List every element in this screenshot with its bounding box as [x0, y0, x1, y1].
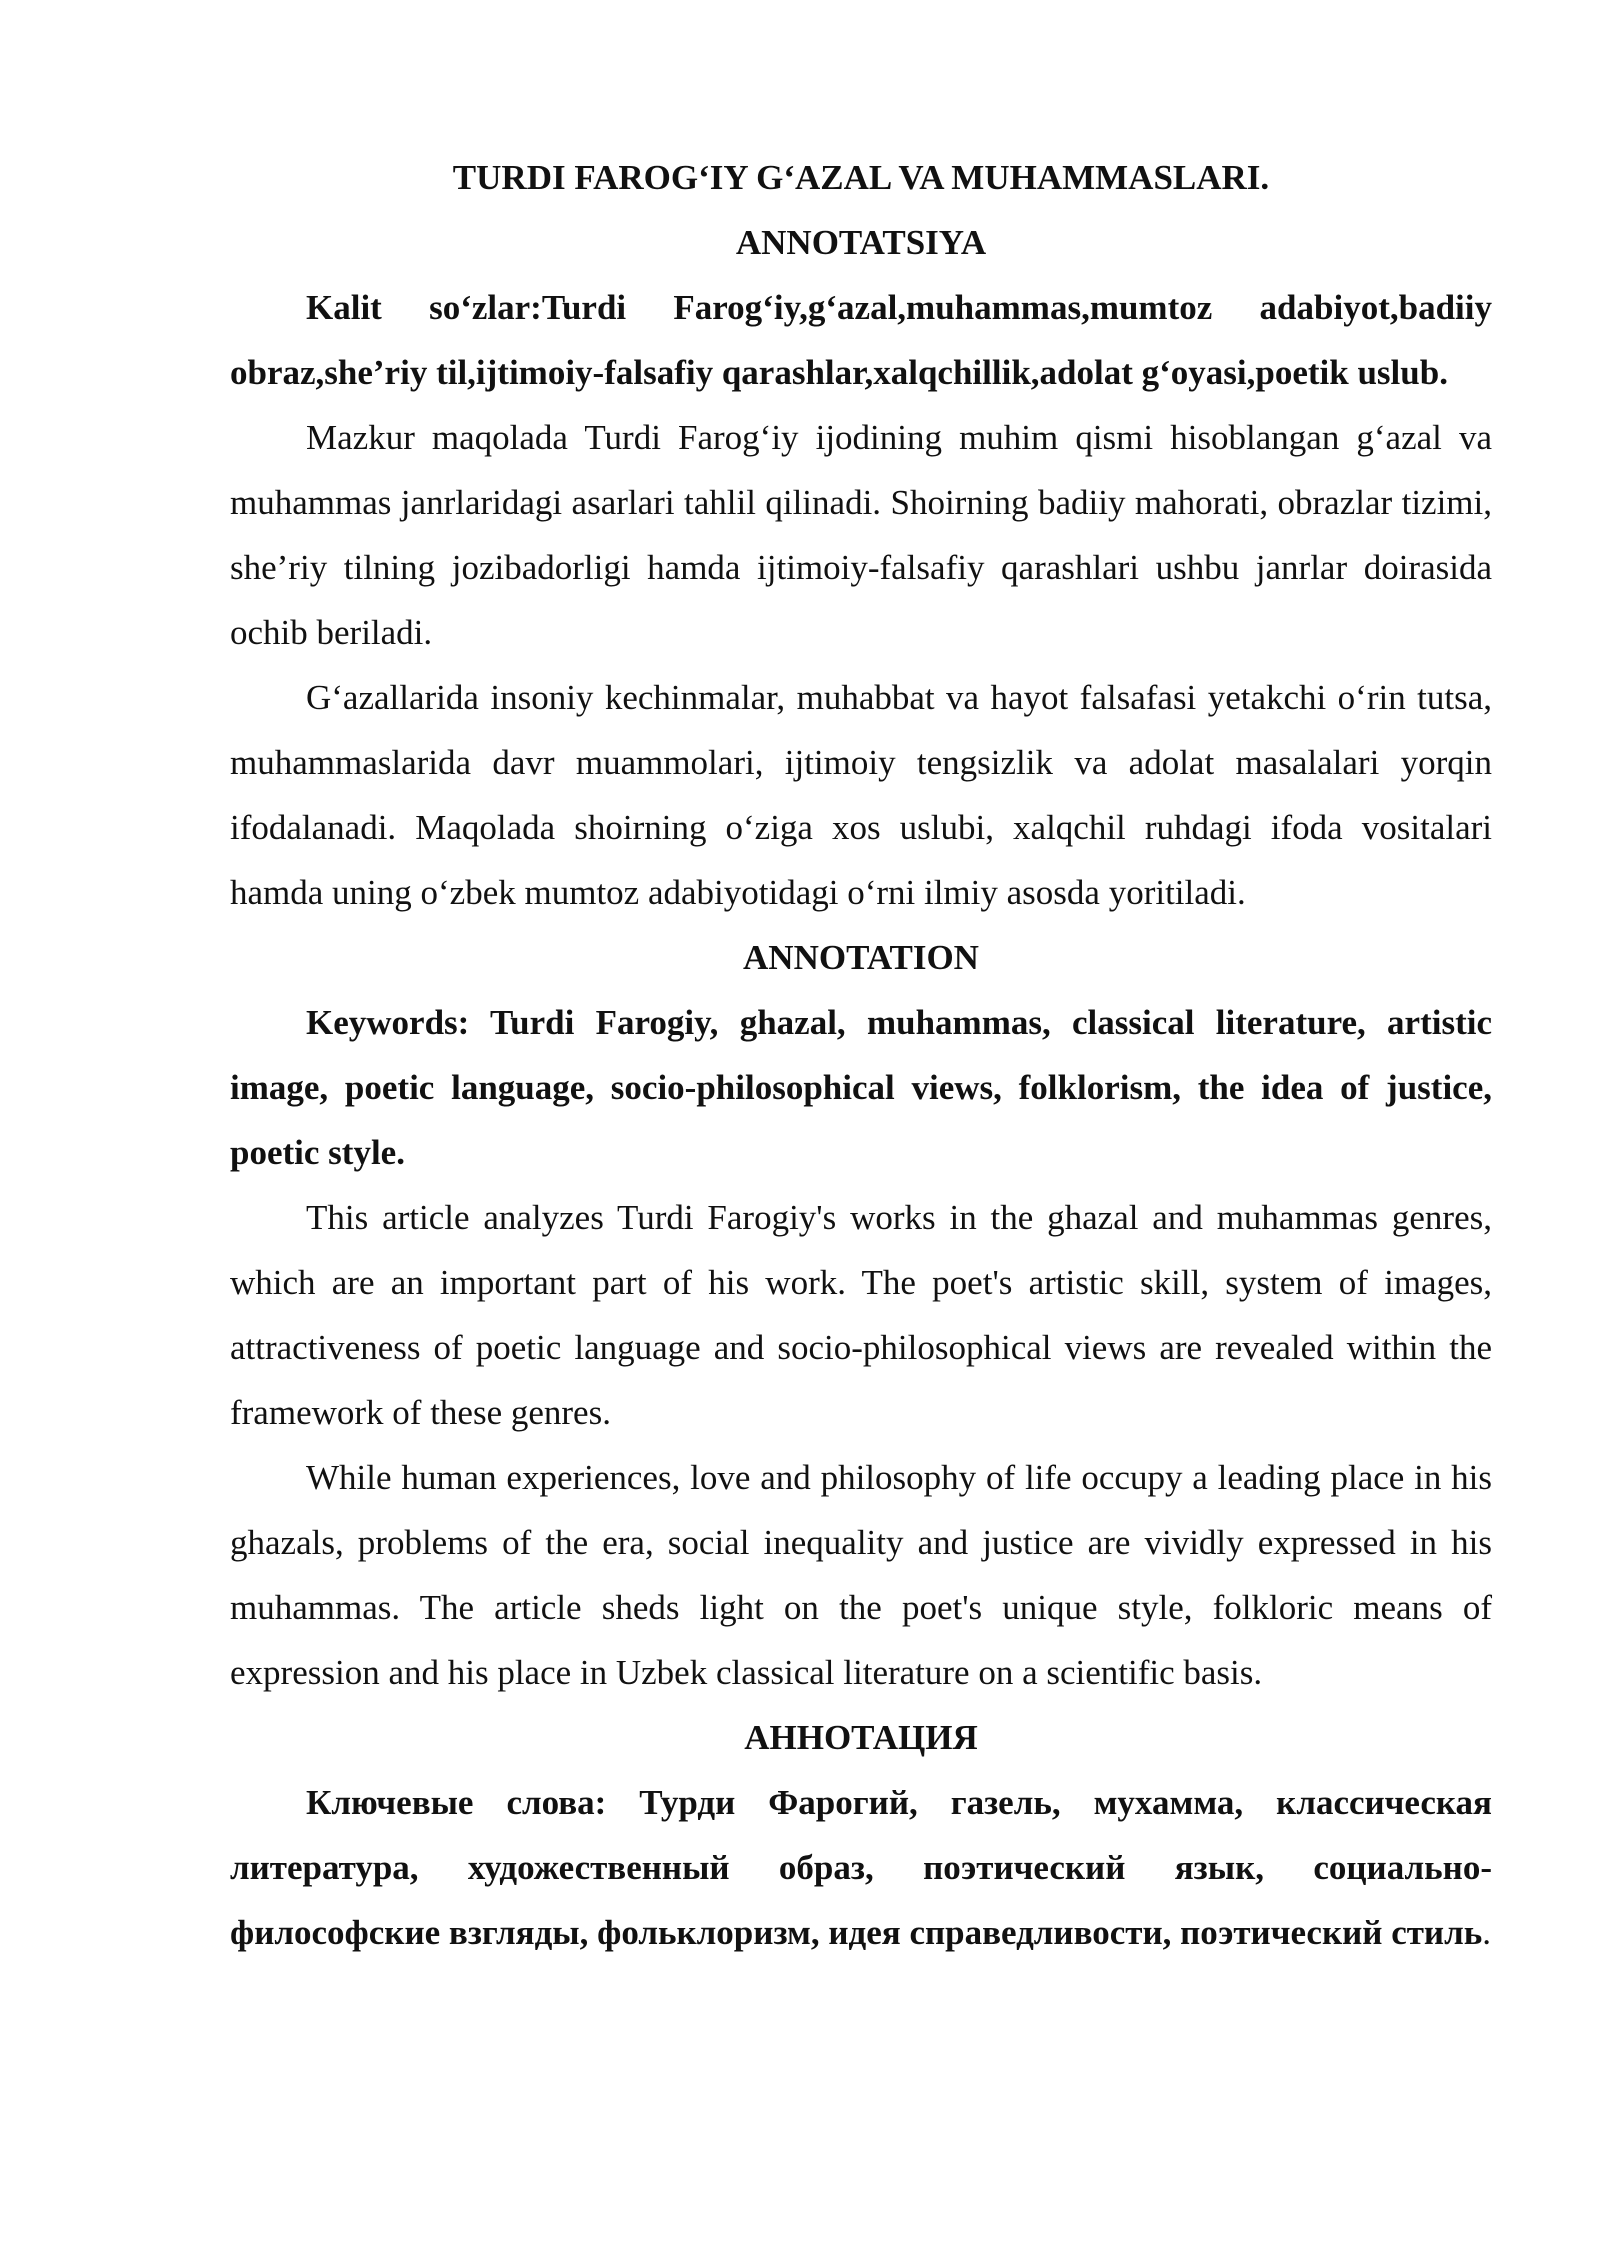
annotation-heading-ru: АННОТАЦИЯ [744, 1718, 978, 1757]
keywords-ru [230, 1770, 1492, 1965]
abstract-uz-paragraph-1: Mazkur maqolada Turdi Farog‘iy ijodining muhim qismi hisoblangan g‘azal va muhammas janrlaridagi asarlari tahlil qilinadi. Shoirning badiiy mahorati, obrazlar tizimi, she’riy tilning jozibadorligi hamda ijtimoiy-falsafiy qarashlari ushbu janrlar doirasida ochib beriladi. [230, 418, 1492, 652]
document-title: TURDI FAROG‘IY G‘AZAL VA MUHAMMASLARI. [452, 158, 1270, 197]
abstract-en-paragraph-1: This article analyzes Turdi Farogiy's works in the ghazal and muhammas genres, which are an important part of his work. The poet's artistic skill, system of images, attractiveness of poetic language and socio-philosophical views are revealed within the framework of these genres. [230, 1198, 1492, 1432]
keywords-en: Keywords: Turdi Farogiy, ghazal, muhammas, classical literature, artistic image, poetic language, socio-philosophical views, folklorism, the idea of justice, poetic style. [230, 1003, 1492, 1172]
annotation-heading-uz: ANNOTATSIYA [735, 223, 987, 262]
abstract-uz-paragraph-2: G‘azallarida insoniy kechinmalar, muhabbat va hayot falsafasi yetakchi o‘rin tutsa, muhammaslarida davr muammolari, ijtimoiy tengsizlik va adolat masalalari yorqin ifodalanadi. Maqolada shoirning o‘ziga xos uslubi, xalqchil ruhdagi ifoda vositalari hamda uning o‘zbek mumtoz adabiyotidagi o‘rni ilmiy asosda yoritiladi. [230, 678, 1492, 912]
keywords-ru-period: . [1482, 1913, 1491, 1952]
abstract-en-paragraph-2: While human experiences, love and philosophy of life occupy a leading place in his ghazals, problems of the era, social inequality and justice are vividly expressed in his muhammas. The article sheds light on the poet's unique style, folkloric means of expression and his place in Uzbek classical literature on a scientific basis. [230, 1458, 1492, 1692]
document-page [230, 145, 1492, 1965]
keywords-ru-text: Ключевые слова: Турди Фарогий, газель, мухамма, классическая литература, художественный образ, поэтический язык, социально-философские взгляды, фольклоризм, идея справедливости, поэтический стиль [230, 1783, 1492, 1952]
annotation-heading-en: ANNOTATION [743, 938, 979, 977]
keywords-uz: Kalit so‘zlar:Turdi Farog‘iy,g‘azal,muhammas,mumtoz adabiyot,badiiy obraz,she’riy til,ijtimoiy-falsafiy qarashlar,xalqchillik,adolat g‘oyasi,poetik uslub. [230, 288, 1492, 392]
